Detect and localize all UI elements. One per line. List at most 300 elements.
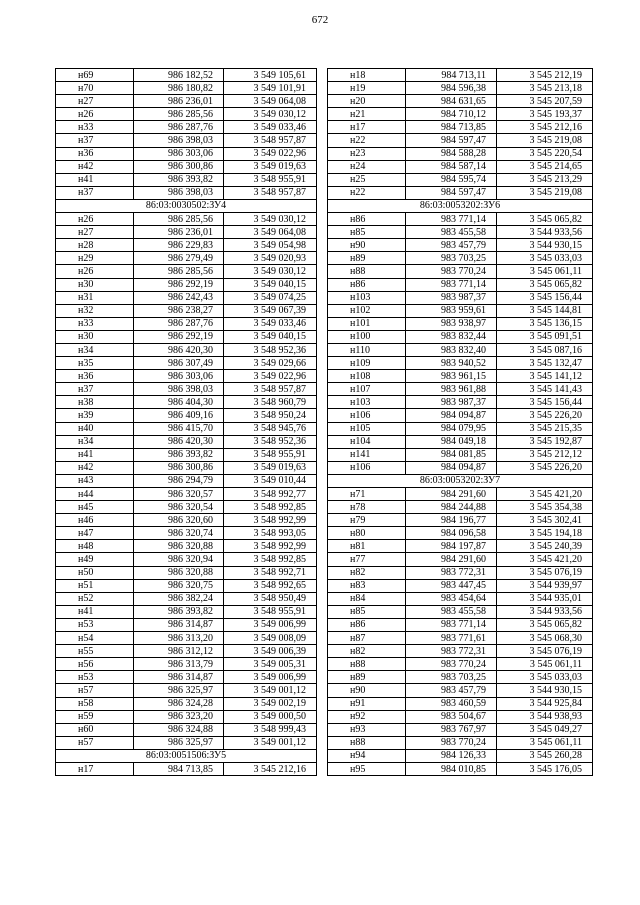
y-coordinate: 3 545 226,20 (497, 461, 593, 474)
y-coordinate: 3 548 992,99 (224, 514, 317, 527)
y-coordinate: 3 549 074,25 (224, 291, 317, 304)
x-coordinate: 986 294,79 (134, 474, 224, 487)
table-row (328, 239, 593, 252)
y-coordinate: 3 545 219,08 (497, 186, 593, 199)
point-name: н37 (56, 186, 134, 199)
table-row (328, 252, 593, 265)
point-name: н37 (56, 134, 134, 147)
parcel-number: 86:03:0030502:ЗУ4 (56, 199, 317, 212)
y-coordinate: 3 548 952,36 (224, 343, 317, 356)
point-name: н36 (56, 147, 134, 160)
x-coordinate: 983 771,14 (406, 618, 497, 631)
point-name: н51 (56, 579, 134, 592)
table-row (328, 435, 593, 448)
y-coordinate: 3 545 076,19 (497, 645, 593, 658)
y-coordinate: 3 548 992,85 (224, 501, 317, 514)
point-name: н19 (328, 82, 406, 95)
point-name: н88 (328, 736, 406, 749)
point-name: н86 (328, 278, 406, 291)
x-coordinate: 986 324,88 (134, 723, 224, 736)
y-coordinate: 3 544 930,15 (497, 239, 593, 252)
x-coordinate: 984 631,65 (406, 95, 497, 108)
point-name: н22 (328, 134, 406, 147)
y-coordinate: 3 549 022,96 (224, 147, 317, 160)
y-coordinate: 3 545 207,59 (497, 95, 593, 108)
point-name: н24 (328, 160, 406, 173)
y-coordinate: 3 545 212,16 (224, 762, 317, 775)
x-coordinate: 983 961,15 (406, 370, 497, 383)
point-name: н88 (328, 265, 406, 278)
x-coordinate: 986 320,88 (134, 566, 224, 579)
table-row (56, 370, 317, 383)
table-row (328, 488, 593, 501)
x-coordinate: 984 713,11 (406, 69, 497, 82)
x-coordinate: 984 713,85 (134, 762, 224, 775)
y-coordinate: 3 545 156,44 (497, 396, 593, 409)
table-row (56, 488, 317, 501)
table-row (328, 370, 593, 383)
point-name: н33 (56, 317, 134, 330)
x-coordinate: 986 398,03 (134, 186, 224, 199)
point-name: н58 (56, 697, 134, 710)
table-row (328, 579, 593, 592)
point-name: н45 (56, 501, 134, 514)
y-coordinate: 3 545 260,28 (497, 749, 593, 762)
table-row (328, 173, 593, 186)
y-coordinate: 3 548 950,24 (224, 409, 317, 422)
y-coordinate: 3 549 067,39 (224, 304, 317, 317)
table-row (328, 618, 593, 631)
y-coordinate: 3 549 040,15 (224, 330, 317, 343)
table-row (56, 95, 317, 108)
table-row (328, 736, 593, 749)
x-coordinate: 986 320,60 (134, 514, 224, 527)
point-name: н46 (56, 514, 134, 527)
table-row (328, 82, 593, 95)
y-coordinate: 3 545 033,03 (497, 671, 593, 684)
y-coordinate: 3 549 064,08 (224, 95, 317, 108)
point-name: н57 (56, 736, 134, 749)
y-coordinate: 3 545 193,37 (497, 108, 593, 121)
x-coordinate: 986 285,56 (134, 108, 224, 121)
y-coordinate: 3 549 064,08 (224, 226, 317, 239)
point-name: н37 (56, 383, 134, 396)
table-row (56, 553, 317, 566)
x-coordinate: 986 236,01 (134, 95, 224, 108)
x-coordinate: 986 182,52 (134, 69, 224, 82)
coordinates-table-left (55, 68, 317, 776)
x-coordinate: 986 279,49 (134, 252, 224, 265)
y-coordinate: 3 545 136,15 (497, 317, 593, 330)
y-coordinate: 3 545 087,16 (497, 343, 593, 356)
point-name: н55 (56, 645, 134, 658)
table-row (56, 658, 317, 671)
y-coordinate: 3 545 176,05 (497, 762, 593, 775)
y-coordinate: 3 549 001,12 (224, 736, 317, 749)
point-name: н41 (56, 448, 134, 461)
y-coordinate: 3 549 105,61 (224, 69, 317, 82)
table-row (56, 566, 317, 579)
y-coordinate: 3 549 019,63 (224, 461, 317, 474)
x-coordinate: 986 420,30 (134, 343, 224, 356)
y-coordinate: 3 545 421,20 (497, 553, 593, 566)
point-name: н26 (56, 265, 134, 278)
x-coordinate: 986 325,97 (134, 684, 224, 697)
section-row (328, 199, 593, 212)
y-coordinate: 3 548 999,43 (224, 723, 317, 736)
x-coordinate: 983 455,58 (406, 226, 497, 239)
y-coordinate: 3 545 156,44 (497, 291, 593, 304)
point-name: н40 (56, 422, 134, 435)
x-coordinate: 986 180,82 (134, 82, 224, 95)
point-name: н88 (328, 658, 406, 671)
table-row (56, 396, 317, 409)
table-row (328, 632, 593, 645)
table-row (328, 527, 593, 540)
x-coordinate: 986 313,20 (134, 632, 224, 645)
x-coordinate: 986 415,70 (134, 422, 224, 435)
x-coordinate: 983 987,37 (406, 396, 497, 409)
point-name: н109 (328, 357, 406, 370)
table-row (56, 343, 317, 356)
y-coordinate: 3 548 992,99 (224, 540, 317, 553)
x-coordinate: 983 771,14 (406, 278, 497, 291)
point-name: н77 (328, 553, 406, 566)
point-name: н17 (328, 121, 406, 134)
point-name: н60 (56, 723, 134, 736)
point-name: н56 (56, 658, 134, 671)
table-row (56, 527, 317, 540)
y-coordinate: 3 548 993,05 (224, 527, 317, 540)
y-coordinate: 3 549 000,50 (224, 710, 317, 723)
y-coordinate: 3 545 076,19 (497, 566, 593, 579)
table-row (328, 710, 593, 723)
point-name: н84 (328, 592, 406, 605)
point-name: н41 (56, 173, 134, 186)
y-coordinate: 3 544 939,97 (497, 579, 593, 592)
y-coordinate: 3 549 001,12 (224, 684, 317, 697)
table-row (56, 435, 317, 448)
x-coordinate: 986 393,82 (134, 173, 224, 186)
y-coordinate: 3 545 132,47 (497, 357, 593, 370)
point-name: н21 (328, 108, 406, 121)
y-coordinate: 3 549 010,44 (224, 474, 317, 487)
point-name: н71 (328, 488, 406, 501)
y-coordinate: 3 545 240,39 (497, 540, 593, 553)
y-coordinate: 3 545 212,12 (497, 448, 593, 461)
table-row (328, 396, 593, 409)
table-row (328, 448, 593, 461)
point-name: н42 (56, 160, 134, 173)
y-coordinate: 3 545 212,16 (497, 121, 593, 134)
point-name: н18 (328, 69, 406, 82)
y-coordinate: 3 545 421,20 (497, 488, 593, 501)
x-coordinate: 986 398,03 (134, 134, 224, 147)
table-row (56, 422, 317, 435)
table-row (56, 723, 317, 736)
x-coordinate: 984 094,87 (406, 461, 497, 474)
point-name: н22 (328, 186, 406, 199)
table-row (328, 330, 593, 343)
point-name: н94 (328, 749, 406, 762)
x-coordinate: 983 454,64 (406, 592, 497, 605)
x-coordinate: 986 320,75 (134, 579, 224, 592)
table-row (56, 108, 317, 121)
x-coordinate: 983 938,97 (406, 317, 497, 330)
y-coordinate: 3 549 054,98 (224, 239, 317, 252)
table-row (56, 239, 317, 252)
table-row (328, 160, 593, 173)
point-name: н30 (56, 330, 134, 343)
x-coordinate: 983 770,24 (406, 736, 497, 749)
table-row (328, 540, 593, 553)
table-row (328, 461, 593, 474)
y-coordinate: 3 548 957,87 (224, 134, 317, 147)
table-row (56, 213, 317, 226)
table-row (328, 605, 593, 618)
point-name: н49 (56, 553, 134, 566)
y-coordinate: 3 548 950,49 (224, 592, 317, 605)
y-coordinate: 3 548 955,91 (224, 605, 317, 618)
table-row (56, 461, 317, 474)
point-name: н35 (56, 357, 134, 370)
x-coordinate: 986 312,12 (134, 645, 224, 658)
table-row (56, 501, 317, 514)
y-coordinate: 3 545 144,81 (497, 304, 593, 317)
table-row (56, 121, 317, 134)
x-coordinate: 986 320,88 (134, 540, 224, 553)
x-coordinate: 986 307,49 (134, 357, 224, 370)
y-coordinate: 3 544 933,56 (497, 605, 593, 618)
y-coordinate: 3 548 960,79 (224, 396, 317, 409)
table-row (328, 383, 593, 396)
y-coordinate: 3 549 030,12 (224, 213, 317, 226)
point-name: н70 (56, 82, 134, 95)
y-coordinate: 3 549 040,15 (224, 278, 317, 291)
x-coordinate: 983 455,58 (406, 605, 497, 618)
point-name: н17 (56, 762, 134, 775)
table-row (56, 186, 317, 199)
x-coordinate: 986 242,43 (134, 291, 224, 304)
y-coordinate: 3 544 935,01 (497, 592, 593, 605)
y-coordinate: 3 548 992,71 (224, 566, 317, 579)
point-name: н86 (328, 618, 406, 631)
table-row (56, 579, 317, 592)
x-coordinate: 986 398,03 (134, 383, 224, 396)
y-coordinate: 3 545 212,19 (497, 69, 593, 82)
point-name: н93 (328, 723, 406, 736)
point-name: н34 (56, 343, 134, 356)
x-coordinate: 983 961,88 (406, 383, 497, 396)
y-coordinate: 3 548 945,76 (224, 422, 317, 435)
point-name: н28 (56, 239, 134, 252)
y-coordinate: 3 548 992,85 (224, 553, 317, 566)
y-coordinate: 3 545 049,27 (497, 723, 593, 736)
x-coordinate: 986 292,19 (134, 330, 224, 343)
point-name: н31 (56, 291, 134, 304)
x-coordinate: 986 320,54 (134, 501, 224, 514)
x-coordinate: 984 196,77 (406, 514, 497, 527)
table-row (56, 684, 317, 697)
x-coordinate: 986 404,30 (134, 396, 224, 409)
x-coordinate: 983 771,61 (406, 632, 497, 645)
x-coordinate: 984 713,85 (406, 121, 497, 134)
point-name: н104 (328, 435, 406, 448)
table-row (56, 605, 317, 618)
x-coordinate: 986 303,06 (134, 147, 224, 160)
table-row (328, 317, 593, 330)
y-coordinate: 3 545 215,35 (497, 422, 593, 435)
x-coordinate: 984 597,47 (406, 186, 497, 199)
parcel-number: 86:03:0053202:ЗУ6 (328, 199, 593, 212)
point-name: н27 (56, 226, 134, 239)
point-name: н69 (56, 69, 134, 82)
y-coordinate: 3 545 068,30 (497, 632, 593, 645)
point-name: н38 (56, 396, 134, 409)
x-coordinate: 984 596,38 (406, 82, 497, 95)
point-name: н32 (56, 304, 134, 317)
x-coordinate: 984 597,47 (406, 134, 497, 147)
x-coordinate: 984 710,12 (406, 108, 497, 121)
table-row (328, 514, 593, 527)
x-coordinate: 983 832,40 (406, 343, 497, 356)
point-name: н110 (328, 343, 406, 356)
point-name: н53 (56, 671, 134, 684)
y-coordinate: 3 545 219,08 (497, 134, 593, 147)
table-row (328, 134, 593, 147)
table-row (56, 383, 317, 396)
point-name: н103 (328, 291, 406, 304)
y-coordinate: 3 549 022,96 (224, 370, 317, 383)
point-name: н29 (56, 252, 134, 265)
y-coordinate: 3 549 030,12 (224, 265, 317, 278)
table-row (56, 134, 317, 147)
x-coordinate: 983 457,79 (406, 239, 497, 252)
point-name: н50 (56, 566, 134, 579)
x-coordinate: 983 447,45 (406, 579, 497, 592)
table-row (328, 69, 593, 82)
table-row (328, 658, 593, 671)
point-name: н105 (328, 422, 406, 435)
x-coordinate: 986 300,86 (134, 160, 224, 173)
point-name: н48 (56, 540, 134, 553)
y-coordinate: 3 545 302,41 (497, 514, 593, 527)
point-name: н30 (56, 278, 134, 291)
table-row (328, 723, 593, 736)
y-coordinate: 3 545 354,38 (497, 501, 593, 514)
x-coordinate: 983 940,52 (406, 357, 497, 370)
y-coordinate: 3 544 933,56 (497, 226, 593, 239)
point-name: н23 (328, 147, 406, 160)
point-name: н39 (56, 409, 134, 422)
point-name: н59 (56, 710, 134, 723)
point-name: н78 (328, 501, 406, 514)
point-name: н90 (328, 239, 406, 252)
y-coordinate: 3 548 955,91 (224, 173, 317, 186)
point-name: н103 (328, 396, 406, 409)
table-row (328, 422, 593, 435)
y-coordinate: 3 549 033,46 (224, 317, 317, 330)
parcel-number: 86:03:0051506:ЗУ5 (56, 749, 317, 762)
x-coordinate: 986 323,20 (134, 710, 224, 723)
x-coordinate: 986 287,76 (134, 121, 224, 134)
table-row (56, 265, 317, 278)
table-row (328, 645, 593, 658)
table-row (56, 147, 317, 160)
y-coordinate: 3 548 957,87 (224, 383, 317, 396)
point-name: н89 (328, 671, 406, 684)
x-coordinate: 984 244,88 (406, 501, 497, 514)
x-coordinate: 983 460,59 (406, 697, 497, 710)
page-number: 672 (311, 14, 329, 26)
section-row (56, 199, 317, 212)
y-coordinate: 3 549 006,99 (224, 618, 317, 631)
y-coordinate: 3 545 220,54 (497, 147, 593, 160)
x-coordinate: 986 314,87 (134, 618, 224, 631)
point-name: н107 (328, 383, 406, 396)
point-name: н83 (328, 579, 406, 592)
point-name: н106 (328, 409, 406, 422)
point-name: н53 (56, 618, 134, 631)
x-coordinate: 984 126,33 (406, 749, 497, 762)
x-coordinate: 986 325,97 (134, 736, 224, 749)
y-coordinate: 3 545 061,11 (497, 265, 593, 278)
y-coordinate: 3 545 065,82 (497, 278, 593, 291)
y-coordinate: 3 548 955,91 (224, 448, 317, 461)
x-coordinate: 986 393,82 (134, 448, 224, 461)
x-coordinate: 986 320,57 (134, 488, 224, 501)
table-row (328, 592, 593, 605)
point-name: н27 (56, 95, 134, 108)
table-row (56, 357, 317, 370)
x-coordinate: 983 987,37 (406, 291, 497, 304)
y-coordinate: 3 548 952,36 (224, 435, 317, 448)
table-row (328, 357, 593, 370)
x-coordinate: 984 595,74 (406, 173, 497, 186)
table-row (56, 278, 317, 291)
point-name: н106 (328, 461, 406, 474)
table-row (56, 736, 317, 749)
y-coordinate: 3 549 029,66 (224, 357, 317, 370)
point-name: н91 (328, 697, 406, 710)
table-row (56, 618, 317, 631)
parcel-number: 86:03:0053202:ЗУ7 (328, 474, 593, 487)
table-row (328, 186, 593, 199)
table-row (328, 697, 593, 710)
point-name: н81 (328, 540, 406, 553)
point-name: н90 (328, 684, 406, 697)
point-name: н25 (328, 173, 406, 186)
table-row (56, 69, 317, 82)
x-coordinate: 984 096,58 (406, 527, 497, 540)
point-name: н86 (328, 213, 406, 226)
point-name: н89 (328, 252, 406, 265)
y-coordinate: 3 545 141,43 (497, 383, 593, 396)
table-row (56, 317, 317, 330)
x-coordinate: 983 703,25 (406, 252, 497, 265)
x-coordinate: 983 771,14 (406, 213, 497, 226)
coordinates-table-right (327, 68, 593, 776)
y-coordinate: 3 544 925,84 (497, 697, 593, 710)
x-coordinate: 983 703,25 (406, 671, 497, 684)
y-coordinate: 3 548 957,87 (224, 186, 317, 199)
table-row (56, 330, 317, 343)
point-name: н80 (328, 527, 406, 540)
x-coordinate: 986 314,87 (134, 671, 224, 684)
x-coordinate: 986 287,76 (134, 317, 224, 330)
x-coordinate: 986 409,16 (134, 409, 224, 422)
x-coordinate: 984 588,28 (406, 147, 497, 160)
